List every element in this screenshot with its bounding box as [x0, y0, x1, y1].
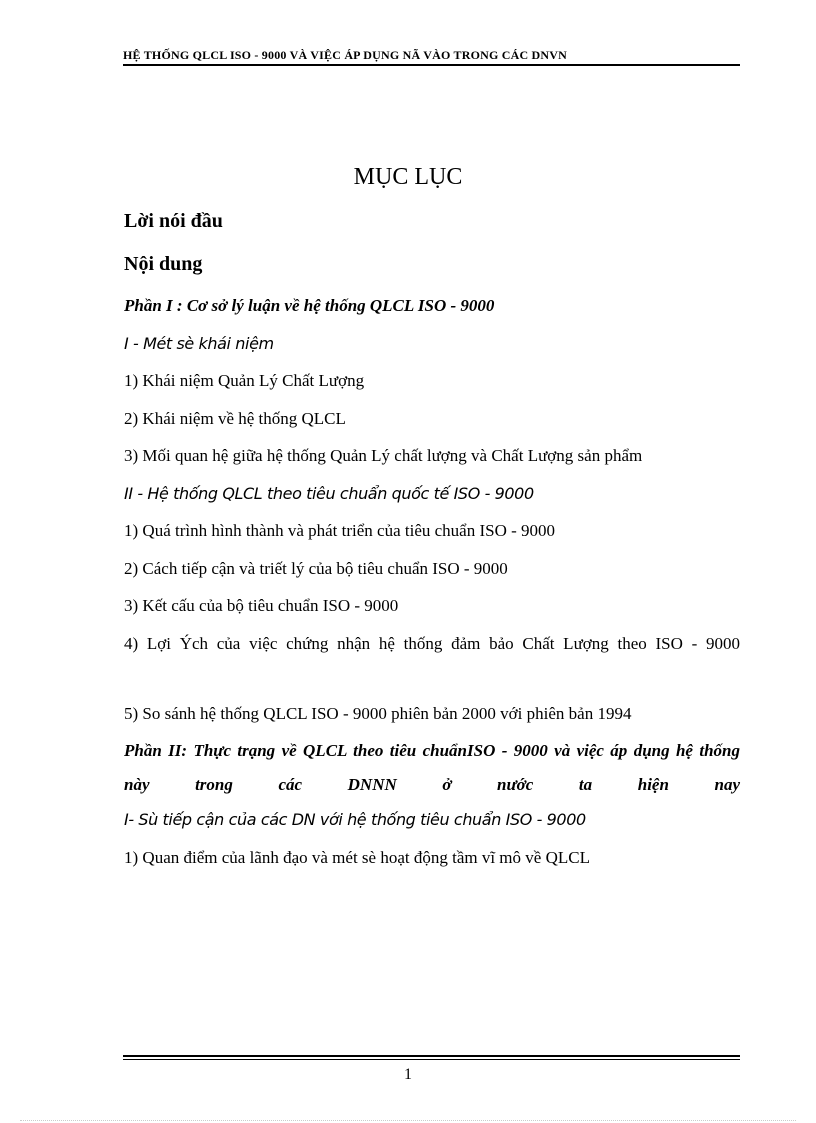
toc-part-1-title: Phần I : Cơ sở lý luận về hệ thống QLCL ISO - 9000 [124, 296, 495, 315]
footer-rule-thin [123, 1059, 740, 1060]
toc-item: 4) Lợi Ých của việc chứng nhận hệ thống đảm bảo Chất Lượng theo ISO - 9000 [124, 634, 740, 653]
toc-preface: Lời nói đầu [124, 210, 223, 232]
toc-content-heading: Nội dung [124, 253, 203, 275]
toc-title: MỤC LỤC [353, 164, 463, 190]
toc-item: 3) Mối quan hệ giữa hệ thống Quản Lý chất lượng và Chất Lượng sản phẩm [124, 446, 643, 465]
toc-part-1-section-2-title: II - Hệ thống QLCL theo tiêu chuẩn quốc tế ISO - 9000 [124, 484, 534, 503]
page-number: 1 [404, 1066, 412, 1083]
toc-item: 5) So sánh hệ thống QLCL ISO - 9000 phiên bản 2000 với phiên bản 1994 [124, 704, 632, 723]
footer-rule [123, 1055, 740, 1057]
running-header: HỆ THỐNG QLCL ISO - 9000 VÀ VIỆC ÁP DỤNG NÃ VÀO TRONG CÁC DNVN [123, 48, 568, 62]
toc-part-2-section-1-title: I- Sù tiếp cận của các DN với hệ thống tiêu chuẩn ISO - 9000 [124, 810, 586, 829]
toc-part-2-title: Phần II: Thực trạng về QLCL theo tiêu chuẩnISO - 9000 và việc áp dụng hệ thống này trong các DNNN ở nước ta hiện nay [124, 741, 740, 794]
toc-item: 2) Cách tiếp cận và triết lý của bộ tiêu chuẩn ISO - 9000 [124, 559, 508, 578]
toc-item: 1) Quá trình hình thành và phát triển của tiêu chuẩn ISO - 9000 [124, 521, 556, 540]
toc-item: 2) Khái niệm về hệ thống QLCL [124, 409, 346, 428]
toc-part-1-section-1-title: I - Mét sè khái niệm [124, 334, 274, 353]
page-bottom-edge [20, 1120, 796, 1121]
toc-item: 1) Khái niệm Quản Lý Chất Lượng [124, 371, 365, 390]
header-rule [123, 64, 740, 66]
toc-item: 3) Kết cấu của bộ tiêu chuẩn ISO - 9000 [124, 596, 399, 615]
toc-item: 1) Quan điểm của lãnh đạo và mét sè hoạt động tầm vĩ mô về QLCL [124, 848, 590, 867]
